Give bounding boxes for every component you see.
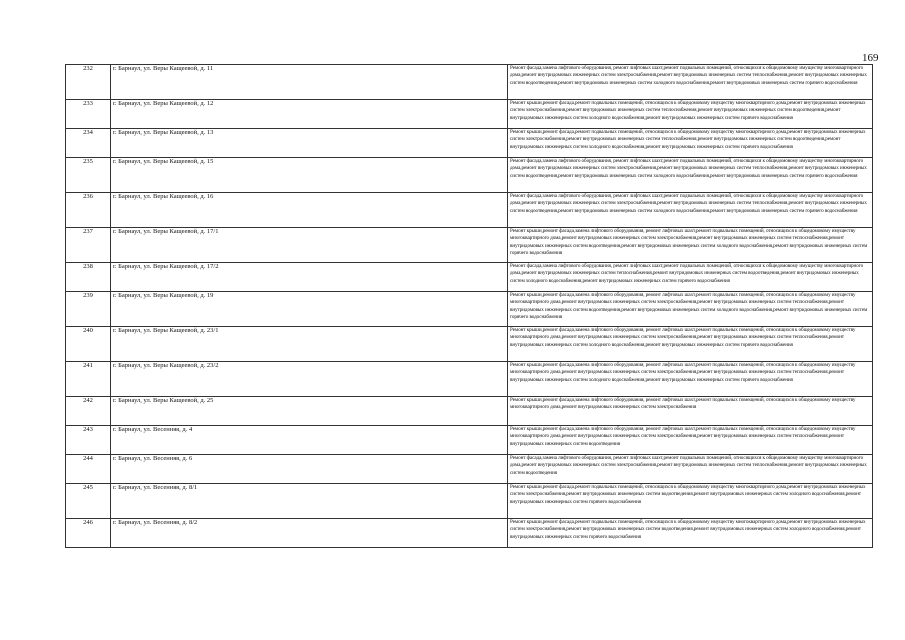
repair-works: Ремонт фасада,замена лифтового оборудования, ремонт лифтовых шахт,ремонт подвальных помещений, относящихся к общедомовому имуществу многоквартирного дома,ремонт внутридомовых инженерных систем электроснабжения,ремонт внутридомовых инженерных систем теплоснабжения,ремонт внутридомовых инженерных систем водоотведения,ремонт внутридомовых инженерных систем холодного водоснабжения,ремонт внутридомовых инженерных систем горячего водоснабжения <box>508 193 873 228</box>
repair-works: Ремонт крыши,ремонт фасада,замена лифтового оборудования, ремонт лифтовых шахт,ремонт подвальных помещений, относящихся к общедомовому имуществу многоквартирного дома,ремонт внутридомовых инженерных систем электроснабжения,ремонт внутридомовых инженерных систем теплоснабжения,ремонт внутридомовых инженерных систем холодного водоснабжения,ремонт внутридомовых инженерных систем горячего водоснабжения <box>508 362 873 397</box>
repair-works: Ремонт крыши,ремонт фасада,ремонт подвальных помещений, относящихся к общедомовому имуществу многоквартирного дома,ремонт внутридомовых инженерных систем электроснабжения,ремонт внутридомовых инженерных систем водоотведения,ремонт внутридомовых инженерных систем холодного водоснабжения,ремонт внутридомовых инженерных систем горячего водоснабжения <box>508 484 873 519</box>
row-number: 234 <box>66 129 111 158</box>
row-number: 242 <box>66 397 111 426</box>
repair-works: Ремонт фасада,замена лифтового оборудования, ремонт лифтовых шахт,ремонт подвальных помещений, относящихся к общедомовому имуществу многоквартирного дома,ремонт внутридомовых инженерных систем теплоснабжения,ремонт внутридомовых инженерных систем водоотведения,ремонт внутридомовых инженерных систем холодного водоснабжения,ремонт внутридомовых инженерных систем горячего водоснабжения <box>508 263 873 292</box>
repair-works: Ремонт крыши,ремонт фасада,замена лифтового оборудования, ремонт лифтовых шахт,ремонт подвальных помещений, относящихся к общедомовому имуществу многоквартирного дома,ремонт внутридомовых инженерных систем электроснабжения,ремонт внутридомовых инженерных систем теплоснабжения,ремонт внутридомовых инженерных систем холодного водоснабжения,ремонт внутридомовых инженерных систем горячего водоснабжения <box>508 327 873 362</box>
table-row <box>66 484 873 519</box>
building-address: г. Барнаул, ул. Веры Кащеевой, д. 12 <box>111 100 508 129</box>
repair-works: Ремонт крыши,ремонт фасада,ремонт подвальных помещений, относящихся к общедомовому имуществу многоквартирного дома,ремонт внутридомовых инженерных систем электроснабжения,ремонт внутридомовых инженерных систем теплоснабжения,ремонт внутридомовых инженерных систем водоотведения,ремонт внутридомовых инженерных систем холодного водоснабжения,ремонт внутридомовых инженерных систем горячего водоснабжения <box>508 129 873 158</box>
table-row <box>66 455 873 484</box>
table-row <box>66 100 873 129</box>
building-address: г. Барнаул, ул. Веры Кащеевой, д. 25 <box>111 397 508 426</box>
repair-works: Ремонт фасада,замена лифтового оборудования, ремонт лифтовых шахт,ремонт подвальных помещений, относящихся к общедомовому имуществу многоквартирного дома,ремонт внутридомовых инженерных систем электроснабжения,ремонт внутридомовых инженерных систем теплоснабжения,ремонт внутридомовых инженерных систем водоотведения <box>508 455 873 484</box>
repair-works: Ремонт крыши,ремонт фасада,замена лифтового оборудования, ремонт лифтовых шахт,ремонт подвальных помещений, относящихся к общедомовому имуществу многоквартирного дома,ремонт внутридомовых инженерных систем электроснабжения,ремонт внутридомовых инженерных систем теплоснабжения,ремонт внутридомовых инженерных систем водоотведения,ремонт внутридомовых инженерных систем холодного водоснабжения,ремонт внутридомовых инженерных систем горячего водоснабжения <box>508 292 873 327</box>
table-row <box>66 65 873 100</box>
row-number: 243 <box>66 426 111 455</box>
table-row <box>66 193 873 228</box>
table-row <box>66 292 873 327</box>
table-row <box>66 397 873 426</box>
building-address: г. Барнаул, ул. Веры Кащеевой, д. 17/2 <box>111 263 508 292</box>
building-address: г. Барнаул, ул. Веры Кащеевой, д. 11 <box>111 65 508 100</box>
row-number: 241 <box>66 362 111 397</box>
buildings-table <box>65 64 873 548</box>
row-number: 245 <box>66 484 111 519</box>
building-address: г. Барнаул, ул. Веры Кащеевой, д. 17/1 <box>111 228 508 263</box>
row-number: 244 <box>66 455 111 484</box>
building-address: г. Барнаул, ул. Веры Кащеевой, д. 16 <box>111 193 508 228</box>
table-row <box>66 158 873 193</box>
row-number: 240 <box>66 327 111 362</box>
table-row <box>66 263 873 292</box>
table-row <box>66 362 873 397</box>
building-address: г. Барнаул, ул. Веры Кащеевой, д. 13 <box>111 129 508 158</box>
row-number: 238 <box>66 263 111 292</box>
row-number: 239 <box>66 292 111 327</box>
row-number: 233 <box>66 100 111 129</box>
building-address: г. Барнаул, ул. Весенняя, д. 4 <box>111 426 508 455</box>
repair-works: Ремонт крыши,ремонт фасада,ремонт подвальных помещений, относящихся к общедомовому имуществу многоквартирного дома,ремонт внутридомовых инженерных систем электроснабжения,ремонт внутридомовых инженерных систем теплоснабжения,ремонт внутридомовых инженерных систем водоотведения,ремонт внутридомовых инженерных систем холодного водоснабжения,ремонт внутридомовых инженерных систем горячего водоснабжения <box>508 100 873 129</box>
table-row <box>66 426 873 455</box>
building-address: г. Барнаул, ул. Весенняя, д. 8/1 <box>111 484 508 519</box>
building-address: г. Барнаул, ул. Весенняя, д. 8/2 <box>111 519 508 548</box>
row-number: 237 <box>66 228 111 263</box>
table-row <box>66 228 873 263</box>
table-row <box>66 129 873 158</box>
building-address: г. Барнаул, ул. Веры Кащеевой, д. 23/2 <box>111 362 508 397</box>
building-address: г. Барнаул, ул. Весенняя, д. 6 <box>111 455 508 484</box>
building-address: г. Барнаул, ул. Веры Кащеевой, д. 15 <box>111 158 508 193</box>
repair-works: Ремонт фасада,замена лифтового оборудования, ремонт лифтовых шахт,ремонт подвальных помещений, относящихся к общедомовому имуществу многоквартирного дома,ремонт внутридомовых инженерных систем электроснабжения,ремонт внутридомовых инженерных систем теплоснабжения,ремонт внутридомовых инженерных систем водоотведения,ремонт внутридомовых инженерных систем холодного водоснабжения,ремонт внутридомовых инженерных систем горячего водоснабжения <box>508 158 873 193</box>
repair-works: Ремонт крыши,ремонт фасада,замена лифтового оборудования, ремонт лифтовых шахт,ремонт подвальных помещений, относящихся к общедомовому имуществу многоквартирного дома,ремонт внутридомовых инженерных систем электроснабжения <box>508 397 873 426</box>
table-row <box>66 519 873 548</box>
row-number: 246 <box>66 519 111 548</box>
row-number: 232 <box>66 65 111 100</box>
page-number: 169 <box>862 52 879 64</box>
repair-works: Ремонт фасада,замена лифтового оборудования, ремонт лифтовых шахт,ремонт подвальных помещений, относящихся к общедомовому имуществу многоквартирного дома,ремонт внутридомовых инженерных систем электроснабжения,ремонт внутридомовых инженерных систем теплоснабжения,ремонт внутридомовых инженерных систем водоотведения,ремонт внутридомовых инженерных систем холодного водоснабжения,ремонт внутридомовых инженерных систем горячего водоснабжения <box>508 65 873 100</box>
row-number: 236 <box>66 193 111 228</box>
repair-works: Ремонт крыши,ремонт фасада,ремонт подвальных помещений, относящихся к общедомовому имуществу многоквартирного дома,ремонт внутридомовых инженерных систем электроснабжения,ремонт внутридомовых инженерных систем водоотведения,ремонт внутридомовых инженерных систем холодного водоснабжения,ремонт внутридомовых инженерных систем горячего водоснабжения <box>508 519 873 548</box>
table-row <box>66 327 873 362</box>
building-address: г. Барнаул, ул. Веры Кащеевой, д. 19 <box>111 292 508 327</box>
row-number: 235 <box>66 158 111 193</box>
repair-works: Ремонт крыши,ремонт фасада,замена лифтового оборудования, ремонт лифтовых шахт,ремонт подвальных помещений, относящихся к общедомовому имуществу многоквартирного дома,ремонт внутридомовых инженерных систем электроснабжения,ремонт внутридомовых инженерных систем теплоснабжения,ремонт внутридомовых инженерных систем водоотведения,ремонт внутридомовых инженерных систем холодного водоснабжения,ремонт внутридомовых инженерных систем горячего водоснабжения <box>508 228 873 263</box>
repair-works: Ремонт крыши,ремонт фасада,замена лифтового оборудования, ремонт лифтовых шахт,ремонт подвальных помещений, относящихся к общедомовому имуществу многоквартирного дома,ремонт внутридомовых инженерных систем электроснабжения,ремонт внутридомовых инженерных систем теплоснабжения,ремонт внутридомовых инженерных систем водоотведения <box>508 426 873 455</box>
building-address: г. Барнаул, ул. Веры Кащеевой, д. 23/1 <box>111 327 508 362</box>
